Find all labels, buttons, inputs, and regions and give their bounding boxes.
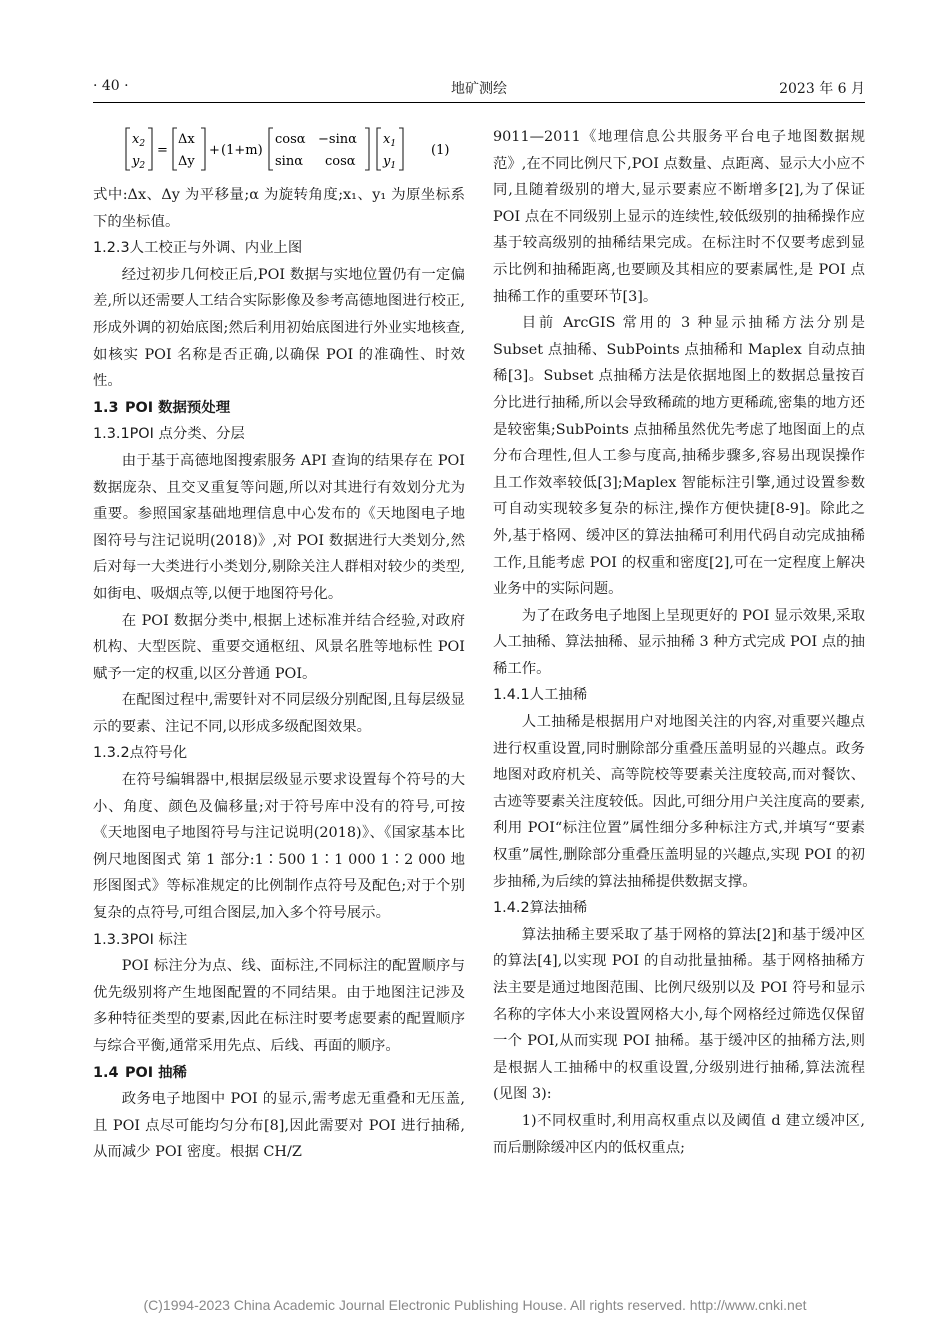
paragraph: 在配图过程中,需要针对不同层级分别配图,且每层级显示的要素、注记不同,以形成多级配图效果。 xyxy=(93,692,465,735)
subsection-heading xyxy=(93,235,465,262)
paragraph: 在符号编辑器中,根据层级显示要求设置每个符号的大小、角度、颜色及偏移量;对于符号库中没有的符号,可按《天地图电子地图符号与注记说明(2018)》、《国家基本比例尺地图图式 第 1 部分:1∶500 1∶1 000 1∶2 000 地形图图式》等标准规定的比例制作点符号及配色;对于个别复杂的点符号,可组合图层,加入多个符号展示。 xyxy=(93,772,465,922)
paragraph: 1)不同权重时,利用高权重点以及阈值 d 建立缓冲区,而后删除缓冲区内的低权重点; xyxy=(493,1112,865,1156)
header-rule xyxy=(93,102,865,103)
heading-text: POI 标注 xyxy=(129,931,188,948)
issue-date: 2023 年 6 月 xyxy=(779,81,865,97)
heading-number: 1.3.1 xyxy=(93,426,130,443)
heading-text: 算法抽稀 xyxy=(529,900,588,917)
heading-text: POI 数据预处理 xyxy=(125,399,231,416)
journal-name: 地矿测绘 xyxy=(451,81,507,97)
heading-number: 1.3.2 xyxy=(93,745,130,762)
subsection-heading xyxy=(493,682,865,709)
y1-symbol: y xyxy=(383,154,391,169)
left-column xyxy=(93,124,465,1166)
heading-number: 1.3 xyxy=(93,399,119,416)
paragraph: 9011—2011《地理信息公共服务平台电子地图数据规范》,在不同比例尺下,POI 点数量、点距离、显示大小应不同,且随着级别的增大,显示要素应不断增多[2],为了保证 POI 点在不同级别上显示的连续性,较低级别的抽稀操作应基于较高级别的抽稀结果完成。在标注时不仅要考虑到显示比例和抽稀距离,也要顾及其相应的要素属性,是 POI 点抽稀工作的重要环节[3]。 xyxy=(493,129,865,305)
heading-text: 人工校正与外调、内业上图 xyxy=(129,240,303,257)
equals-sign: = xyxy=(157,143,168,158)
svg-text:y2: $y_2$ xyxy=(132,154,146,171)
scale-factor: (1+m) xyxy=(221,143,263,158)
plus-sign: + xyxy=(209,143,220,158)
paragraph: 算法抽稀主要采取了基于网格的算法[2]和基于缓冲区的算法[4],以实现 POI 的自动批量抽稀。基于网格抽稀方法主要是通过地图范围、比例尺级别以及 POI 符号和显示名称的字体大小来设置网格大小,每个网格经过筛选仅保留一个 POI,从而实现 POI 抽稀。基于缓冲区的抽稀方法,则是根据人工抽稀中的权重设置,分级别进行抽稀,算法流程(见图 3): xyxy=(493,926,865,1103)
subsection-heading xyxy=(93,927,465,954)
subsection-heading xyxy=(93,421,465,448)
matrix-22: cosα xyxy=(325,154,356,169)
paragraph: 由于基于高德地图搜索服务 API 查询的结果存在 POI 数据庞杂、且交叉重复等问题,所以对其进行有效划分尤为重要。参照国家基础地理信息中心发布的《天地图电子地图符号与注记说明(2018)》,对 POI 数据进行大类划分,然后对每一大类进行小类划分,剔除关注人群相对较少的类型,如街电、吸烟点等,以便于地图符号化。 xyxy=(93,452,465,602)
svg-text:x2: $x_2$ xyxy=(132,132,146,149)
heading-text: 点符号化 xyxy=(129,745,188,762)
heading-text: 人工抽稀 xyxy=(529,687,588,704)
heading-text: POI 点分类、分层 xyxy=(129,426,245,443)
equation-number: (1) xyxy=(431,143,450,158)
section-heading xyxy=(93,1060,465,1087)
paragraph: 在 POI 数据分类中,根据上述标准并结合经验,对政府机构、大型医院、重要交通枢纽、风景名胜等地标性 POI 赋予一定的权重,以区分普通 POI。 xyxy=(93,612,465,682)
paragraph: 式中:Δx、Δy 为平移量;α 为旋转角度;x₁、y₁ 为原坐标系下的坐标值。 xyxy=(93,187,465,230)
right-body xyxy=(493,124,865,1161)
paragraph: POI 标注分为点、线、面标注,不同标注的配置顺序与优先级别将产生地图配置的不同结果。由于地图注记涉及多种特征类型的要素,因此在标注时要考虑要素的配置顺序与综合平衡,通常采用先点、后线、再面的顺序。 xyxy=(93,958,465,1054)
svg-text:x1: $x_1$ xyxy=(383,132,397,149)
svg-text:y1: $y_1$ xyxy=(383,154,397,171)
paragraph: 为了在政务电子地图上呈现更好的 POI 显示效果,采取人工抽稀、算法抽稀、显示抽稀 3 种方式完成 POI 点的抽稀工作。 xyxy=(493,607,865,677)
copyright-footer: (C)1994-2023 China Academic Journal Electronic Publishing House. All rights reserved. http://www.cnki.net xyxy=(143,1297,807,1313)
x1-symbol: x xyxy=(383,132,391,147)
running-header xyxy=(93,78,865,102)
matrix-11: cosα xyxy=(275,132,306,147)
paragraph: 政务电子地图中 POI 的显示,需考虑无重叠和无压盖,且 POI 点尽可能均匀分布[8],因此需要对 POI 进行抽稀,从而减少 POI 密度。根据 CH/Z xyxy=(93,1091,465,1161)
left-body xyxy=(93,182,465,1166)
paragraph: 经过初步几何校正后,POI 数据与实地位置仍有一定偏差,所以还需要人工结合实际影像及参考高德地图进行校正,形成外调的初始底图;然后利用初始底图进行外业实地核查,如核实 POI 名称是否正确,以确保 POI 的准确性、时效性。 xyxy=(93,266,465,390)
heading-number: 1.4.1 xyxy=(493,687,530,704)
heading-number: 1.3.3 xyxy=(93,931,130,948)
right-column xyxy=(493,124,865,1161)
matrix-12: −sinα xyxy=(318,132,357,147)
delta-x: Δx xyxy=(178,132,195,147)
section-heading xyxy=(93,395,465,422)
subsection-heading xyxy=(93,740,465,767)
page-number: · 40 · xyxy=(93,78,129,94)
heading-number: 1.2.3 xyxy=(93,240,130,257)
y2-symbol: y xyxy=(132,154,140,169)
subsection-heading xyxy=(493,895,865,922)
paragraph: 目前 ArcGIS 常用的 3 种显示抽稀方法分别是 Subset 点抽稀、SubPoints 点抽稀和 Maplex 自动点抽稀[3]。Subset 点抽稀方法是依据地图上的数据总量按百分比进行抽稀,所以会导致稀疏的地方更稀疏,密集的地方还是较密集;SubPoints 点抽稀虽然优先考虑了地图面上的点分布合理性,但人工参与度高,抽稀步骤多,容易出现误操作且工作效率较低[3];Maplex 智能标注引擎,通过设置参数可自动实现较多复杂的标注,操作方便快捷[8-9]。除此之外,基于格网、缓冲区的算法抽稀可利用代码自动完成抽稀工作,且能考虑 POI 的权重和密度[2],可在一定程度上解决业务中的实际问题。 xyxy=(493,315,865,598)
heading-number: 1.4 xyxy=(93,1064,119,1081)
equation-1 xyxy=(93,124,465,182)
heading-number: 1.4.2 xyxy=(493,900,530,917)
matrix-21: sinα xyxy=(275,154,303,169)
paragraph: 人工抽稀是根据用户对地图关注的内容,对重要兴趣点进行权重设置,同时删除部分重叠压盖明显的兴趣点。政务地图对政府机关、高等院校等要素关注度较高,而对餐饮、古迹等要素关注度较低。因此,可细分用户关注度高的要素,利用 POI“标注位置”属性细分多种标注方式,并填写“要素权重”属性,删除部分重叠压盖明显的兴趣点,实现 POI 的初步抽稀,为后续的算法抽稀提供数据支撑。 xyxy=(493,714,865,890)
x2-symbol: x xyxy=(132,132,140,147)
heading-text: POI 抽稀 xyxy=(125,1064,187,1081)
delta-y: Δy xyxy=(178,154,195,169)
